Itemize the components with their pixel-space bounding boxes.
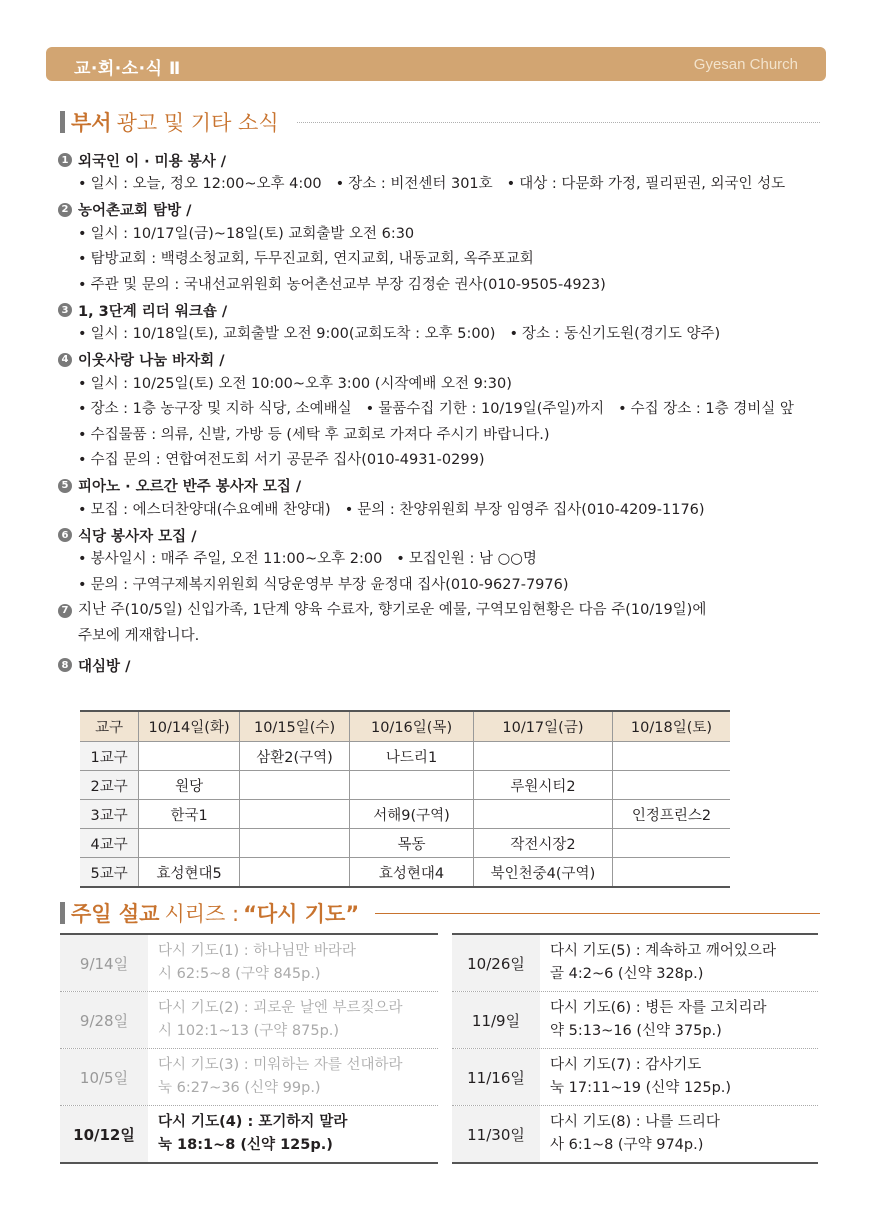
notice-detail <box>78 226 414 242</box>
item-title <box>58 523 848 547</box>
notice-detail-text: 일시 : 10/17일(금)~18일(토) 교회출발 오전 6:30 <box>90 225 415 242</box>
notice-item <box>58 474 848 524</box>
notice-detail <box>78 251 534 267</box>
notice-detail-text: 주보에 게재합니다. <box>78 627 200 644</box>
item-number-icon: 4 <box>58 353 72 367</box>
header-bar <box>46 47 826 81</box>
table-cell: 한국1 <box>139 800 240 829</box>
sermon-text <box>540 992 818 1048</box>
sermon-text <box>148 992 438 1048</box>
section-marker <box>60 111 65 133</box>
sermon-reference: 시 62:5~8 (구약 845p.) <box>158 966 321 982</box>
table-cell <box>239 771 349 800</box>
section-title-bold: 주일 설교 <box>71 902 160 926</box>
sermon-date: 9/14일 <box>60 935 148 991</box>
table-cell: 작전시장2 <box>473 829 612 858</box>
table-cell: 2교구 <box>80 771 139 800</box>
sermon-date: 9/28일 <box>60 992 148 1048</box>
item-title <box>58 653 848 677</box>
sermon-row <box>60 1049 438 1106</box>
item-number-icon: 2 <box>58 203 72 217</box>
bullet-icon: • <box>365 401 375 417</box>
sermon-text <box>540 1049 818 1105</box>
sermon-date: 11/30일 <box>452 1106 540 1162</box>
notice-detail-text: 대상 : 다문화 가정, 필리핀권, 외국인 성도 <box>519 176 786 192</box>
notice-detail <box>78 427 549 443</box>
table-row <box>80 858 730 888</box>
notice-detail <box>78 452 484 468</box>
table-cell: 북인천중4(구역) <box>473 858 612 888</box>
notice-detail-text: 장소 : 1층 농구장 및 지하 식당, 소예배실 <box>90 401 352 417</box>
bullet-icon: • <box>78 276 87 293</box>
sermon-row <box>452 1049 818 1106</box>
notice-detail <box>78 401 352 417</box>
notice-detail-text: 모집인원 : 남 ○○명 <box>408 551 537 567</box>
table-header-cell: 10/14일(화) <box>139 711 240 742</box>
notice-line <box>58 273 848 299</box>
sermon-reference: 골 4:2~6 (신약 328p.) <box>550 966 704 982</box>
notice-detail <box>78 577 569 593</box>
notice-line <box>58 498 848 524</box>
bullet-icon: • <box>78 251 87 267</box>
notice-detail <box>78 277 606 293</box>
item-title-text: 1, 3단계 리더 워크숍 / <box>78 303 228 320</box>
notice-item <box>58 523 848 598</box>
table-cell: 루원시티2 <box>473 771 612 800</box>
sermon-title: 다시 기도(3) : 미워하는 자를 선대하라 <box>158 1057 403 1073</box>
item-title-text: 대심방 / <box>78 658 131 675</box>
bullet-icon: • <box>78 551 87 567</box>
notice-detail-text: 지난 주(10/5일) 신입가족, 1단계 양육 수료자, 향기로운 예물, 구역모임현황은 다음 주(10/19일)에 <box>78 602 707 618</box>
sermon-row <box>60 1106 438 1162</box>
sermon-text <box>540 1106 818 1162</box>
bullet-icon: • <box>78 225 87 242</box>
table-row <box>80 829 730 858</box>
notice-line <box>58 172 848 198</box>
notice-detail-text: 일시 : 오늘, 정오 12:00~오후 4:00 <box>90 176 322 192</box>
bullet-icon: • <box>509 326 519 342</box>
sermon-title: 다시 기도(4) : 포기하지 말라 <box>158 1114 348 1130</box>
sermon-list-right <box>452 933 818 1164</box>
bullet-icon: • <box>78 501 87 518</box>
header-title: 교·회·소·식 Ⅱ <box>74 59 181 79</box>
table-header-cell: 교구 <box>80 711 139 742</box>
section-title-bold: 부서 <box>71 111 112 135</box>
item-title <box>58 348 848 372</box>
bullet-icon: • <box>506 176 516 192</box>
notice-line <box>58 247 848 273</box>
notice-detail <box>78 551 382 567</box>
section-divider <box>375 912 820 914</box>
notice-line <box>58 598 848 624</box>
table-header-cell: 10/16일(목) <box>350 711 474 742</box>
notice-list <box>58 148 848 677</box>
section-notices-heading <box>60 107 820 137</box>
notice-detail <box>78 502 331 518</box>
notice-item <box>58 598 848 649</box>
table-cell: 효성현대4 <box>350 858 474 888</box>
notice-detail-text: 봉사일시 : 매주 주일, 오전 11:00~오후 2:00 <box>90 551 383 567</box>
table-cell <box>139 829 240 858</box>
notice-detail-text: 수집물품 : 의류, 신발, 가방 등 (세탁 후 교회로 가져다 주시기 바랍니다.) <box>90 426 550 443</box>
item-title <box>58 298 848 322</box>
sermon-title: 다시 기도(2) : 괴로운 날엔 부르짖으라 <box>158 1000 403 1016</box>
sermon-row <box>60 935 438 992</box>
notice-detail-text: 수집 문의 : 연합여전도회 서기 공문주 집사(010-4931-0299) <box>90 452 485 468</box>
table-cell: 삼환2(구역) <box>239 742 349 771</box>
item-title-text: 농어촌교회 탐방 / <box>78 203 192 219</box>
notice-detail <box>618 401 794 417</box>
table-cell <box>473 742 612 771</box>
table-cell: 목동 <box>350 829 474 858</box>
series-title: “다시 기도” <box>243 902 360 926</box>
bullet-icon: • <box>78 426 87 443</box>
item-number-icon: 3 <box>58 303 72 317</box>
item-number-icon: 1 <box>58 153 72 167</box>
item-number-icon: 8 <box>58 658 72 672</box>
table-cell <box>612 829 730 858</box>
notice-line <box>58 322 848 348</box>
item-title-text: 이웃사랑 나눔 바자회 / <box>78 353 225 369</box>
notice-detail-text: 장소 : 비전센터 301호 <box>348 176 493 192</box>
item-title <box>58 148 848 172</box>
sermon-title: 다시 기도(8) : 나를 드리다 <box>550 1114 720 1130</box>
sermon-date: 11/9일 <box>452 992 540 1048</box>
table-row <box>80 800 730 829</box>
notice-detail <box>336 176 493 192</box>
table-cell <box>473 800 612 829</box>
item-title-text: 피아노 · 오르간 반주 봉사자 모집 / <box>78 479 302 495</box>
notice-detail-text: 문의 : 찬양위원회 부장 임영주 집사(010-4209-1176) <box>357 501 705 518</box>
table-row <box>80 742 730 771</box>
table-cell <box>239 829 349 858</box>
bullet-icon: • <box>78 176 87 192</box>
notice-item <box>58 298 848 348</box>
sermon-reference: 사 6:1~8 (구약 974p.) <box>550 1137 704 1153</box>
bullet-icon: • <box>618 401 627 417</box>
table-cell: 1교구 <box>80 742 139 771</box>
bullet-icon: • <box>335 176 345 192</box>
notice-detail-text: 문의 : 구역구제복지위원회 식당운영부 부장 윤정대 집사(010-9627-7976) <box>90 576 569 593</box>
sermon-reference: 시 102:1~13 (구약 875p.) <box>158 1023 340 1039</box>
sermon-row <box>452 1106 818 1162</box>
table-header-row <box>80 711 730 742</box>
table-cell: 서해9(구역) <box>350 800 474 829</box>
sermon-title: 다시 기도(6) : 병든 자를 고치리라 <box>550 1000 767 1016</box>
sermon-row <box>452 935 818 992</box>
notice-item <box>58 198 848 299</box>
visit-schedule-table <box>80 710 730 888</box>
notice-item <box>58 148 848 198</box>
notice-detail-text: 주관 및 문의 : 국내선교위원회 농어촌선교부 부장 김정순 권사(010-9505-4923) <box>90 276 606 293</box>
sermon-text <box>540 935 818 991</box>
item-title-text: 식당 봉사자 모집 / <box>78 528 197 545</box>
item-title-text: 외국인 이 · 미용 봉사 / <box>78 153 227 170</box>
sermon-date: 10/5일 <box>60 1049 148 1105</box>
bullet-icon: • <box>78 375 87 392</box>
item-title <box>58 198 848 222</box>
notice-detail-text: 수집 장소 : 1층 경비실 앞 <box>630 401 794 417</box>
item-number-icon: 5 <box>58 479 72 493</box>
church-name: Gyesan Church <box>693 56 798 73</box>
sermon-date: 10/26일 <box>452 935 540 991</box>
bullet-icon: • <box>78 576 87 593</box>
sermon-text <box>148 1106 438 1162</box>
section-title-rest: 시리즈 : <box>164 902 240 926</box>
notice-line <box>58 573 848 599</box>
table-header-cell: 10/18일(토) <box>612 711 730 742</box>
notice-line <box>58 423 848 449</box>
table-header-cell: 10/17일(금) <box>473 711 612 742</box>
sermon-reference: 눅 17:11~19 (신약 125p.) <box>550 1080 732 1096</box>
notice-line <box>58 547 848 573</box>
sermon-reference: 눅 6:27~36 (신약 99p.) <box>158 1080 321 1096</box>
bullet-icon: • <box>396 551 405 567</box>
notice-detail-text: 장소 : 동신기도원(경기도 양주) <box>522 326 721 342</box>
sermon-row <box>452 992 818 1049</box>
item-title <box>58 474 848 498</box>
table-cell: 4교구 <box>80 829 139 858</box>
notice-detail <box>509 326 720 342</box>
sermon-title: 다시 기도(5) : 계속하고 깨어있으라 <box>550 943 776 959</box>
notice-detail <box>78 326 495 342</box>
sermon-text <box>148 1049 438 1105</box>
notice-detail-text: 일시 : 10/25일(토) 오전 10:00~오후 3:00 (시작예배 오전 9:30) <box>90 375 512 392</box>
notice-line <box>58 372 848 398</box>
item-number-icon: 7 <box>58 604 72 618</box>
notice-detail-text: 일시 : 10/18일(토), 교회출발 오전 9:00(교회도착 : 오후 5:00) <box>90 326 496 342</box>
notice-detail-text: 모집 : 에스더찬양대(수요예배 찬양대) <box>90 501 331 518</box>
sermon-list-left <box>60 933 438 1164</box>
item-number-icon: 6 <box>58 528 72 542</box>
table-cell: 효성현대5 <box>139 858 240 888</box>
section-marker <box>60 902 65 924</box>
table-cell <box>612 771 730 800</box>
table-cell: 나드리1 <box>350 742 474 771</box>
table-cell: 3교구 <box>80 800 139 829</box>
section-title-rest: 광고 및 기타 소식 <box>116 111 279 135</box>
notice-detail <box>396 551 537 567</box>
table-cell: 5교구 <box>80 858 139 888</box>
notice-line <box>58 397 848 423</box>
sermon-reference: 눅 18:1~8 (신약 125p.) <box>158 1137 333 1153</box>
notice-item <box>58 348 848 474</box>
table-cell <box>239 800 349 829</box>
sermon-date: 10/12일 <box>60 1106 148 1162</box>
notice-detail-text: 탐방교회 : 백령소청교회, 두무진교회, 연지교회, 내동교회, 옥주포교회 <box>90 251 534 267</box>
notice-detail <box>78 176 322 192</box>
table-cell: 원당 <box>139 771 240 800</box>
notice-detail-text: 물품수집 기한 : 10/19일(주일)까지 <box>378 401 605 417</box>
sermon-text <box>148 935 438 991</box>
table-cell <box>612 742 730 771</box>
bullet-icon: • <box>78 326 87 342</box>
section-sermon-heading <box>60 898 820 928</box>
table-header-cell: 10/15일(수) <box>239 711 349 742</box>
table-cell <box>612 858 730 888</box>
sermon-row <box>60 992 438 1049</box>
notice-detail <box>507 176 785 192</box>
bullet-icon: • <box>344 501 354 518</box>
table-cell: 인정프린스2 <box>612 800 730 829</box>
sermon-title: 다시 기도(7) : 감사기도 <box>550 1057 702 1073</box>
notice-detail <box>78 376 512 392</box>
table-cell <box>139 742 240 771</box>
notice-detail <box>366 401 604 417</box>
section-divider <box>297 121 820 123</box>
table-cell <box>239 858 349 888</box>
sermon-title: 다시 기도(1) : 하나님만 바라라 <box>158 943 356 959</box>
bullet-icon: • <box>78 452 87 468</box>
bullet-icon: • <box>78 401 87 417</box>
table-cell <box>350 771 474 800</box>
notice-line <box>58 222 848 248</box>
table-row <box>80 771 730 800</box>
notice-line <box>58 448 848 474</box>
sermon-date: 11/16일 <box>452 1049 540 1105</box>
sermon-reference: 약 5:13~16 (신약 375p.) <box>550 1023 722 1039</box>
notice-item <box>58 653 848 677</box>
notice-detail <box>345 502 705 518</box>
